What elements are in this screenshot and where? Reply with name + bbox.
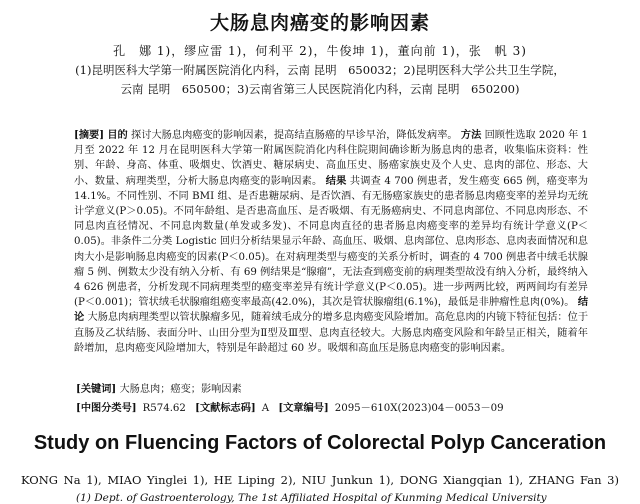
clc-label: [中图分类号]: [76, 402, 137, 414]
abstract-block: [74, 128, 588, 356]
objective-text: 探讨大肠息肉癌变的影响因素，提高结直肠癌的早诊早治，降低发病率。: [131, 130, 458, 141]
conclusion-text: 大肠息肉病理类型以管状腺瘤多见，随着绒毛成分的增多息肉癌变风险增加。高危息肉的内镜下特征包括：位于直肠及乙状结肠、表面分叶、山田分型为Ⅱ型及Ⅲ型、息肉直径较大。大肠息肉癌变风险和年龄呈正相关，随着年龄增加，息肉癌变风险增加大，特别是年龄超过 60 岁。吸烟和高血压是肠息肉癌变的影响因素。: [74, 312, 589, 354]
chinese-title: 大肠息肉癌变的影响因素: [209, 12, 430, 34]
objective-label: 目的: [107, 129, 128, 141]
classification-line: [76, 401, 590, 416]
results-label: 结果: [325, 174, 347, 187]
keywords-line: [76, 382, 590, 397]
article-number-label: [文章编号]: [278, 402, 329, 414]
doc-code-label: [文献标志码]: [195, 402, 256, 414]
abstract-paragraph: [74, 128, 588, 356]
english-authors: KONG Na 1), MIAO Yinglei 1), HE Liping 2), NIU Junkun 1), DONG Xiangqian 1), ZHANG Fan 3): [21, 473, 619, 487]
affiliation-line-2: 云南 昆明 650500；3)云南省第三人民医院消化内科，云南 昆明 650200): [120, 82, 520, 96]
methods-text: 回顾性选取 2020 年 1 月至 2022 年 12 月在昆明医科大学第一附属医院消化内科住院期间确诊断为肠息肉的患者，收集临床资料：性别、年龄、身高、体重、吸烟史、饮酒史、糖尿病史、高血压史、肠癌家族史及个人史、息肉的部位、形态、大小、数量、病理类型，分析大肠息肉癌变的影响因素。: [74, 130, 589, 187]
abstract-label: [摘要]: [74, 129, 105, 141]
methods-label: 方法: [460, 129, 482, 141]
keywords-text: 大肠息肉；癌变；影响因素: [119, 384, 242, 395]
article-number-value: 2095－610X(2023)04－0053－09: [334, 403, 504, 414]
doc-code-value: A: [261, 403, 270, 414]
results-text: 共调查 4 700 例患者，发生癌变 665 例，癌变率为 14.1%。不同性别、不同 BMI 组、是否患糖尿病、是否饮酒、有无肠癌家族史的患者肠息肉癌变率的差异均无统计学意义(P＞0.05)。不同年龄组、是否患高血压、是否吸烟、有无肠癌病史、不同息肉部位、不同息肉形态、不同息肉直径情况、不同息肉数量(单发或多发)、不同息肉直径的患者肠息肉癌变率的差异均有统计学意义(P＜0.05)。非条件二分类 Logistic 回归分析结果显示年龄、高血压、吸烟、息肉部位、息肉形态、息肉表面情况和息肉大小是影响肠息肉癌变的因素(P＜0.05)。在对病理类型与癌变的关系分析时，调查的 4 700 例患者中绒毛状腺瘤 5 例、例数太少没有纳入分析、有 69 例结果是“腺瘤”，无法查到癌变前的病理类型故没有纳入分析，最终纳入 4 626 例患者，分析发现不同病理类型的癌变率差异有统计学意义(P＜0.05)。进一步两两比较，两两间均有差异(P＜0.001)；管状绒毛状腺瘤组癌变率最高(42.0%)，其次是管状腺瘤组(6.1%)，最低是非肿瘤性息肉(0%)。: [74, 175, 588, 309]
keywords-label: [关键词]: [76, 383, 117, 395]
chinese-authors: 孔 娜 1)，缪应雷 1)，何利平 2)，牛俊坤 1)，董向前 1)，张 帆 3): [113, 44, 527, 58]
english-affiliation: (1) Dept. of Gastroenterology, The 1st Affiliated Hospital of Kunming Medical University: [76, 492, 547, 504]
chinese-affiliations: [40, 61, 600, 99]
english-title: Study on Fluencing Factors of Colorectal Polyp Canceration: [33, 432, 607, 454]
affiliation-line-1: (1)昆明医科大学第一附属医院消化内科，云南 昆明 650032；2)昆明医科大学公共卫生学院，: [75, 63, 565, 77]
clc-value: R574.62: [142, 403, 186, 414]
conclusion-label: 结论: [74, 296, 588, 324]
